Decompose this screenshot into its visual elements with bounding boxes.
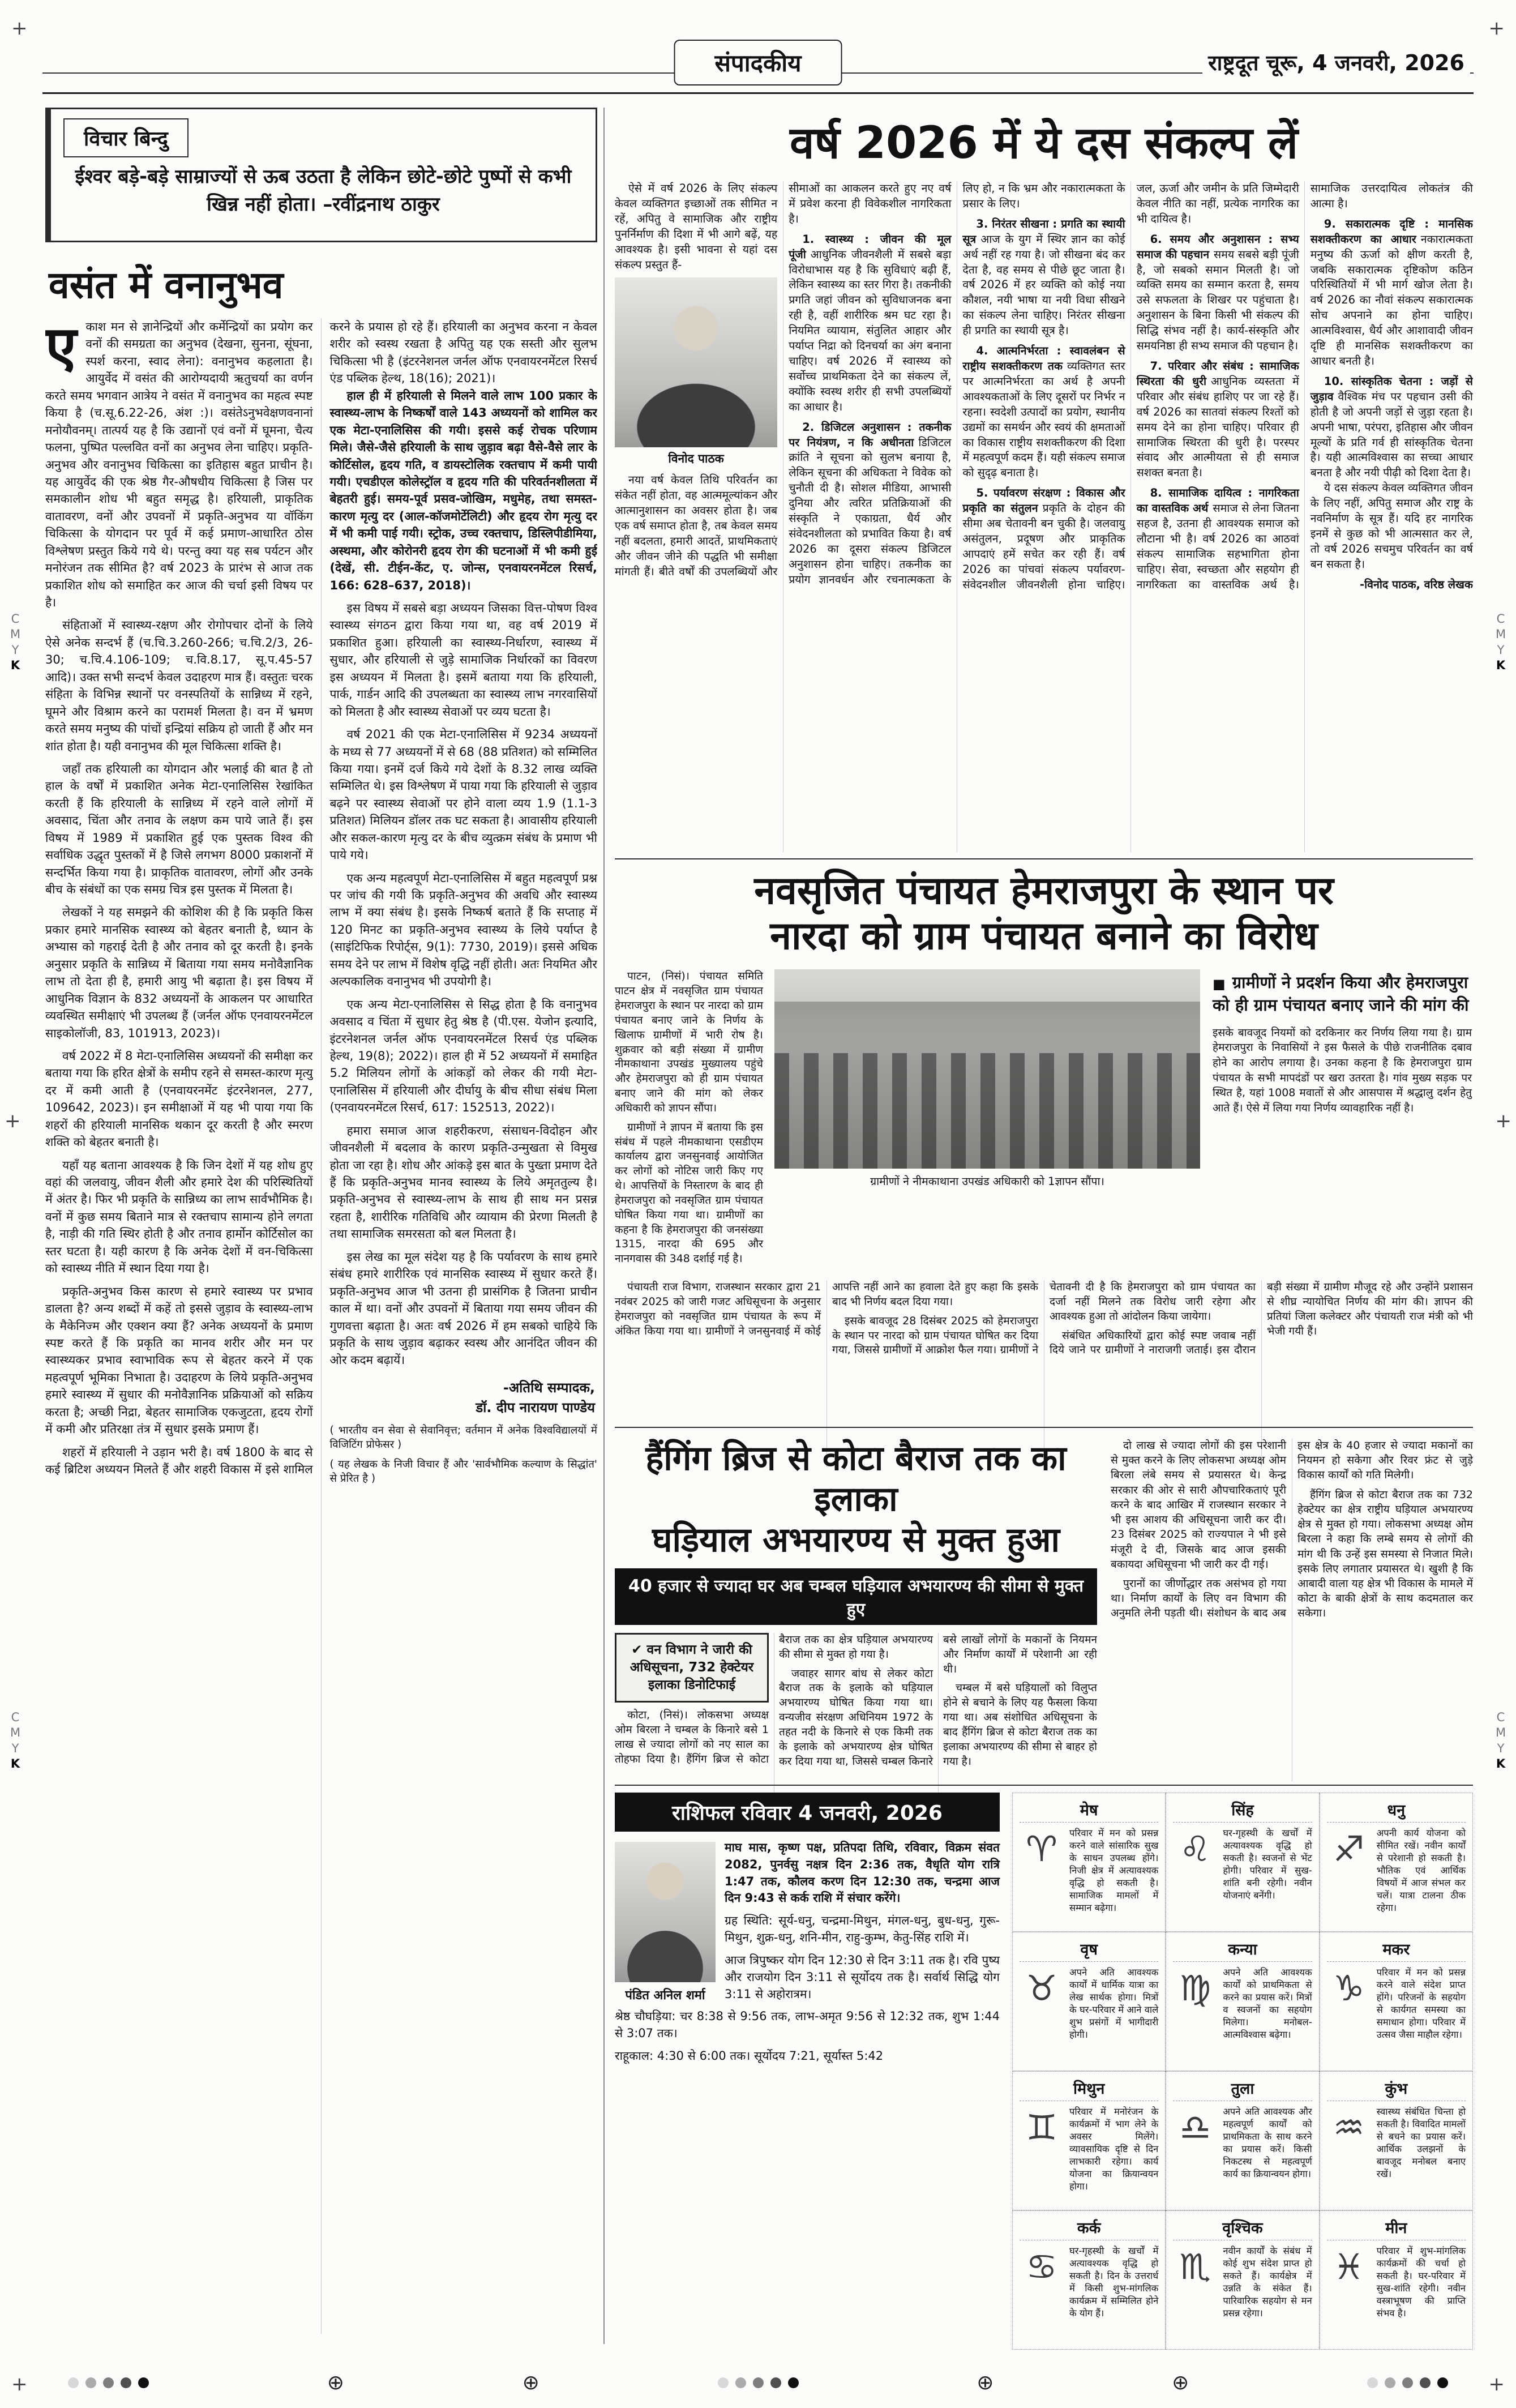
highlight-text: इसके बावजूद नियमों को दरकिनार कर निर्णय लिया गया है। ग्राम हेमराजपुरा के निवासियों ने इस फैसले के पीछे राजनीतिक दबाव होने का आरोप लगाया है। उनका कहना है कि हेमराजपुरा ग्राम पंचायत के सभी मापदंडों पर खरा उतरता है। गांव मुख्य सड़क पर स्थित है, यहां 1008 मवातों से और आसपास में श्रद्धालु दर्शन हेतु आते हैं। ऐसे में लिया गया निर्णय व्यावहारिक नहीं है। (1213, 1026, 1472, 1114)
zodiac-name: मेष (1020, 1799, 1158, 1823)
zodiac-forecast: अपने अति आवश्यक कार्यों में धार्मिक यात्रा का लेख सार्थक होगा। मित्रों के घर-परिवार में आने वाले शुभ प्रसंगों में भागीदारी होगी। (1069, 1967, 1159, 2040)
gharial-headline (615, 1438, 1097, 1560)
resolution-heading: 8. सामाजिक दायित्व : नागरिकता का वास्तविक अर्थ (1136, 486, 1299, 515)
color-calibration-dots (718, 2377, 799, 2388)
calibration-dot (138, 2377, 149, 2388)
calibration-dot (1420, 2377, 1431, 2388)
essay-lead-text: काश मन से ज्ञानेन्द्रियों और कर्मेन्द्रियों का प्रयोग कर वनों की समग्रता का अनुभव (देखना, सुनना, सूंघना, स्पर्श करना, स्वाद लेना): वनानुभव कहलाता है। आयुर्वेद में वसंत की आरोग्यदायी ऋतुचर्या का वर्णन करते समय भगवान आत्रेय ने वसंत में वनानुभव का महत्व स्पष्ट किया है (च.सू.6.22-26, अंश :)। वसंतेऽनुभवेक्षणवनानां मनोयौवनम्। तात्पर्य यह है कि उद्यानों एवं वनों में घूमना, चैत्य फलना, पुष्पित पल्लवित वनों का अनुभव लेना चाहिए। प्रकृति-अनुभव और वनानुभव चिकित्सा का इतिहास बहुत प्राचीन है। यह आयुर्वेद की एक श्रेष्ठ गैर-औषधीय चिकित्सा है जिस पर समकालीन शोध भी बहुत समृद्ध है। हरियाली, प्राकृतिक वातावरण, वनों और उपवनों में प्रकृति-अनुभव या वॉकिंग चिकित्सा के योगदान पर पूर्व में कई प्रमाण-आधारित ठोस विश्लेषण प्रस्तुत किये गये थे। परन्तु क्या यह सब पर्यटन और मनोरंजन तक सीमित है? वर्ष 2023 के प्रारंभ से आज तक प्रकाशित शोध को समाहित कर आज की चर्चा इसी विषय पर है। (45, 320, 313, 609)
calibration-dot (770, 2377, 781, 2388)
astrologer-photo-figure (615, 1842, 716, 2004)
zodiac-icon: ♈ (1026, 1828, 1057, 1870)
zodiac-forecast: घर-गृहस्थी के खर्चों में अत्यावश्यक वृद्धि हो सकती है। दिन के उत्तरार्ध में किसी शुभ-मांगलिक कार्यक्रम में सम्मिलित होने के योग हैं। (1069, 2246, 1159, 2319)
horoscope-title-bar: राशिफल रविवार 4 जनवरी, 2026 (615, 1793, 1000, 1832)
gharial-right-columns (1111, 1438, 1473, 1781)
highlight-box (1211, 969, 1473, 1271)
resolution-heading: 7. परिवार और संबंध : सामाजिक स्थिरता की धुरी (1136, 359, 1299, 388)
registration-mark-cmyk: C M Y K (1495, 612, 1506, 672)
zodiac-row (1173, 2106, 1312, 2180)
panchayat-headline-line1: नवसृजित पंचायत हेमराजपुरा के स्थान पर (754, 869, 1334, 913)
zodiac-row (1173, 1827, 1312, 1902)
zodiac-name: तुला (1173, 2077, 1312, 2101)
thought-quote (63, 163, 583, 219)
resolution-item (1137, 232, 1299, 354)
crosshair-icon: ⊕ (977, 2371, 994, 2394)
zodiac-cell (1012, 2071, 1166, 2210)
notification-box (615, 1633, 769, 1703)
resolution-heading: 10. सांस्कृतिक चेतना : जड़ों से जुड़ाव (1310, 374, 1473, 403)
zodiac-cell (1166, 2071, 1319, 2210)
zodiac-icon: ♐ (1333, 1828, 1365, 1870)
zodiac-name: वृश्चिक (1173, 2217, 1312, 2240)
horoscope-left-block (615, 1793, 1000, 2350)
resolutions-headline: वर्ष 2026 में ये दस संकल्प लें (790, 118, 1298, 169)
zodiac-row (1020, 2245, 1158, 2320)
panchayat-headline-line2: नारदा को ग्राम पंचायत बनाने का विरोध (770, 914, 1318, 959)
essay-headline: वसंत में वनानुभव (49, 263, 284, 307)
quote-text: ईश्वर बड़े-बड़े साम्राज्यों से ऊब उठता है लेकिन छोटे-छोटे पुष्पों से कभी खिन्न नहीं होता। (75, 165, 572, 216)
essay-paragraph: एक अन्य महत्वपूर्ण मेटा-एनालिसिस में बहुत महत्वपूर्ण प्रश्न पर जांच की गयी कि प्रकृति-अनुभव की अवधि और स्वास्थ्य लाभ में क्या संबंध है। इसके निष्कर्ष बताते हैं कि सप्ताह में 120 मिनट का प्रकृति-अनुभव स्वास्थ्य के लिये पर्याप्त है (साइंटिफिक रिपोर्ट्स, 9(1): 7730, 2019)। इससे अधिक समय देने पर लाभ में विशेष वृद्धि नहीं होती। अतः नियमित और अल्पकालिक वनानुभव भी उपयोगी है। (329, 871, 597, 989)
resolution-heading: 5. पर्यावरण संरक्षण : विकास और प्रकृति का संतुलन (962, 486, 1125, 515)
calibration-dot (1385, 2377, 1395, 2388)
zodiac-name: धनु (1327, 1799, 1466, 1823)
calibration-dot (718, 2377, 729, 2388)
essay-lead-paragraph (45, 318, 313, 611)
zodiac-row (1020, 1827, 1158, 1914)
author-photo-caption: विनोद पाठक (668, 452, 724, 466)
zodiac-icon: ♊ (1026, 2107, 1057, 2148)
essay-paragraphs-continued (330, 600, 598, 1369)
gharial-paragraph: चम्बल में बसे घड़ियालों को विलुप्त होने से बचाने के लिए यह फैसला किया गया था। अब संशोधित अधिसूचना के बाद हैंगिंग ब्रिज से कोटा बैराज तक का इलाका अभयारण्य की सीमा से बाहर हो गया है। (943, 1682, 1097, 1768)
zodiac-cell (1166, 1793, 1319, 1932)
resolution-text: समय सबसे बड़ी पूंजी है, जो सबको समान मिलती है। जो व्यक्ति समय का सम्मान करता है, समय उसे सफलता के शिखर पर पहुंचाता है। अनुशासन के बिना किसी भी संकल्प की सिद्धि संभव नहीं है। कार्य-संस्कृति और समयनिष्ठा ही सभ्य समाज की पहचान है। (1136, 247, 1299, 353)
crosshair-icon: ⊕ (1172, 2371, 1189, 2394)
essay-paragraph: संहिताओं में स्वास्थ्य-रक्षण और रोगोपचार दोनों के लिये ऐसे अनेक सन्दर्भ हैं (च.चि.3.260-266; च.चि.2/3, 26-30; च.चि.4.106-109; च.वि.8.17, सू.प.45-57 आदि)। उक्त सभी सन्दर्भ केवल उदाहरण मात्र हैं। वस्तुतः चरक संहिता के विभिन्न स्थानों पर वनस्पतियों के सान्निध्य में रहने, घूमने और विश्राम करने का परामर्श मिलता है। वन में भ्रमण करते समय मनुष्य की पांचों इन्द्रियां सक्रिय हो जाती हैं और मन शांत होता है। यही वनानुभव की मूल चिकित्सा शक्ति है। (45, 618, 313, 753)
highlight-title-text: ग्रामीणों ने प्रदर्शन किया और हेमराजपुरा को ही ग्राम पंचायत बनाए जाने की मांग की (1213, 973, 1469, 1015)
crop-mark-icon: + (1488, 17, 1505, 40)
essay-paragraph: यहाँ यह बताना आवश्यक है कि जिन देशों में यह शोध हुए वहां की जलवायु, जीवन शैली और हमारे देश की परिस्थितियों में अंतर है। फिर भी प्रकृति के सान्निध्य का लाभ सार्वभौमिक है। वनों में कुछ समय बिताने मात्र से रक्तचाप सामान्य होने लगता है, नाड़ी की गति स्थिर होती है और तनाव हार्मोन कोर्टिसोल का स्तर घटता है। यही कारण है कि अनेक देशों में वन-चिकित्सा को स्वास्थ्य नीति में स्थान दिया गया है। (45, 1158, 313, 1276)
calibration-dot (1437, 2377, 1448, 2388)
calibration-dot (121, 2377, 131, 2388)
zodiac-forecast: अपने अति आवश्यक और महत्वपूर्ण कार्यों को प्राथमिकता के साथ करने का प्रयास करें। किसी निकटस्थ से महत्वपूर्ण कार्य का क्रियान्वयन होगा। (1223, 2106, 1312, 2179)
registration-mark-cmyk: C M Y K (10, 1710, 21, 1770)
essay-paragraph: प्रकृति-अनुभव किस कारण से हमारे स्वास्थ्य पर प्रभाव डालता है? अन्य शब्दों में कहें तो इससे जुड़ाव के स्वास्थ्य-लाभ के मैकेनिज्म और एक्शन क्या हैं? अनेक अध्ययनों के प्रमाण स्पष्ट करते हैं कि प्रकृति का मानव शरीर और मन पर स्वास्थ्यकर प्रभाव स्वाभाविक रूप से बेहतर करने में एक महत्वपूर्ण भूमिका निभाता है। उदाहरण के लिये प्रकृति-अनुभव हमारे स्वास्थ्य में सुधार की मनोवैज्ञानिक प्रक्रियाओं को सक्रिय करता है; अच्छी निद्रा, बेहतर सामाजिक एकजुटता, हृदय रोगों में कमी और प्रतिरक्षा तंत्र में सुधार इसके प्रमाण हैं। (45, 1284, 313, 1436)
resolution-heading: 6. समय और अनुशासन : सभ्य समाज की पहचान (1136, 232, 1299, 261)
zodiac-name: मकर (1327, 1938, 1466, 1962)
resolutions-closing: ये दस संकल्प केवल व्यक्तिगत जीवन के लिए नहीं, अपितु समाज और राष्ट्र के नवनिर्माण के सूत्र हैं। यदि हर नागरिक इनमें से कुछ को भी आत्मसात कर ले, तो वर्ष 2026 सचमुच परिवर्तन का वर्ष बन सकता है। (1310, 481, 1473, 571)
gharial-headline-line1: हैंगिंग ब्रिज से कोटा बैराज तक का इलाका (645, 1439, 1067, 1519)
crosshair-icon: ⊕ (327, 2371, 344, 2394)
calibration-dot (103, 2377, 114, 2388)
gharial-paragraph: पुरानों का जीर्णोद्धार तक असंभव हो गया था। निर्माण कार्यों के लिए वन विभाग की अनुमति लेनी पड़ती थी। संशोधन के बाद अब इस क्षेत्र के 40 हजार से ज्यादा मकानों का नियमन हो सकेगा और रिवर फ्रंट से जुड़े विकास कार्यों को गति मिलेगी। (1111, 1439, 1473, 1620)
color-calibration-dots (68, 2377, 149, 2388)
calibration-dot (85, 2377, 96, 2388)
zodiac-cell (1320, 1932, 1473, 2071)
resolution-heading: 3. निरंतर सीखना : प्रगति का स्थायी सूत्र (962, 217, 1125, 246)
notification-text: वन विभाग ने जारी की अधिसूचना, 732 हेक्टेयर इलाका डिनोटिफाई (629, 1643, 754, 1693)
resolution-item (962, 344, 1125, 481)
zodiac-forecast: अपनी कार्य योजना को सीमित रखें। नवीन कार्यों से परेशानी हो सकती है। भौतिक एवं आर्थिक विषयों में आज संभल कर चलें। यात्रा टालना ठीक रहेगा। (1376, 1828, 1466, 1913)
zodiac-forecast: परिवार में शुभ-मांगलिक कार्यक्रमों की चर्चा हो सकती है। घर-परिवार में सुख-शांति रहेगी। नवीन वस्त्राभूषण की प्राप्ति संभव है। (1376, 2246, 1466, 2319)
gharial-paragraph: कोटा, (निसं)। लोकसभा अध्यक्ष ओम बिरला ने चम्बल के किनारे बसे 1 लाख से ज्यादा लोगों को नए साल का तोहफा दिया है। हैंगिंग ब्रिज से कोटा बैराज तक का क्षेत्र घड़ियाल अभयारण्य की सीमा से मुक्त हो गया है। (615, 1633, 933, 1765)
thought-of-the-day-box (45, 108, 597, 242)
horoscope-section (615, 1785, 1473, 2350)
resolution-heading: 4. आत्मनिर्भरता : स्वावलंबन से राष्ट्रीय सशक्तीकरण तक (962, 344, 1125, 373)
article-gharial-sanctuary (615, 1427, 1473, 1823)
zodiac-icon: ♑ (1333, 1968, 1365, 2009)
resolution-heading: 2. डिजिटल अनुशासन : तकनीक पर नियंत्रण, न कि अधीनता (789, 420, 952, 449)
resolution-text: आधुनिक जीवनशैली में सबसे बड़ा विरोधाभास यह है कि सुविधाएं बढ़ी हैं, लेकिन स्वास्थ्य का स्तर गिरा है। तकनीकी प्रगति जहां जीवन को सुविधाजनक बना रही है, वहीं शारीरिक श्रम घट रहा है। नियमित व्यायाम, संतुलित आहार और पर्याप्त निद्रा को दिनचर्या का अंग बनाना चाहिए। वर्ष 2026 में स्वास्थ्य को सर्वोच्च प्राथमिकता देने का संकल्प लें, क्योंकि स्वस्थ शरीर ही सभी उपलब्धियों का आधार है। (789, 247, 952, 413)
panchayat-paragraph: पंचायती राज विभाग, राजस्थान सरकार द्वारा 21 नवंबर 2025 को जारी गजट अधिसूचना के अनुसार हेमराजपुरा को नवसृजित ग्राम पंचायत के रूप में अंकित किया गया था। ग्रामीणों ने जनसुनवाई में कोई आपत्ति नहीं आने का हवाला देते हुए कहा कि इसके बाद भी निर्णय बदल दिया गया। (615, 1281, 1038, 1337)
zodiac-row (1327, 2106, 1466, 2180)
panchayat-paragraph: इसके बावजूद 28 दिसंबर 2025 को हेमराजपुरा के स्थान पर नारदा को ग्राम पंचायत घोषित कर दिया गया, जिससे ग्रामीणों में आक्रोश फैल गया। ग्रामीणों ने चेतावनी दी है कि हेमराजपुरा को ग्राम पंचायत का दर्जा नहीं मिलने तक विरोध जारी रहेगा और आवश्यक हुआ तो आंदोलन किया जायेगा। (832, 1281, 1256, 1357)
gharial-left-block (615, 1438, 1097, 1823)
zodiac-icon: ♌ (1179, 1828, 1211, 1870)
article-ten-resolutions (615, 111, 1473, 852)
panchang-paragraph: राहूकाल: 4:30 से 6:00 तक। सूर्योदय 7:21, सूर्यास्त 5:42 (615, 2048, 884, 2063)
gharial-paragraph: दो लाख से ज्यादा लोगों की इस परेशानी से मुक्त करने के लिए लोकसभा अध्यक्ष ओम बिरला लंबे समय से प्रयासरत थे। केन्द्र सरकार की ओर से सारी औपचारिकताएं पूरी करने के बाद आखिर में राजस्थान सरकार ने भी इस आशय की अधिसूचना जारी कर दी। 23 दिसंबर 2025 को राज्यपाल ने भी इसे मंजूरी दे दी, जिसके बाद आज इसकी बकायदा अधिसूचना भी जारी कर दी गई। (1111, 1439, 1286, 1571)
panchayat-content-row (615, 969, 1473, 1271)
zodiac-icon: ♏ (1179, 2246, 1211, 2287)
zodiac-forecast: नवीन कार्यों के संबंध में कोई शुभ संदेश प्राप्त हो सकते हैं। कार्यक्षेत्र में उन्नति के संकेत हैं। पारिवारिक सहयोग से मन प्रसन्न रहेगा। (1223, 2246, 1312, 2319)
article-panchayat-protest (615, 858, 1473, 1467)
crop-mark-icon: + (1488, 2373, 1505, 2396)
zodiac-icon: ♓ (1333, 2246, 1365, 2287)
registration-mark-cmyk: C M Y K (10, 612, 21, 672)
zodiac-name: मीन (1327, 2217, 1466, 2240)
resolution-item (1311, 217, 1473, 369)
essay-paragraph: शहरों में हरियाली ने उड़ान भरी है। वर्ष 1800 के बाद से कई ब्रिटिश अध्ययन मिलते हैं और शहरी विकास में इसे शामिल करने के प्रयास हो रहे हैं। हरियाली का अनुभव करना न केवल शरीर को स्वस्थ रखता है अपितु यह एक सस्ती और सुलभ चिकित्सा भी है (इंटरनेशनल जर्नल ऑफ एनवायरनमेंटल रिसर्च एंड पब्लिक हेल्थ, 18(16); 2021)। (45, 320, 597, 1476)
essay-body (45, 318, 597, 2334)
zodiac-cell (1012, 1793, 1166, 1932)
masthead (42, 40, 1474, 94)
calibration-dot (788, 2377, 799, 2388)
resolution-item (1311, 374, 1473, 481)
essay-paragraph: वर्ष 2022 में 8 मेटा-एनालिसिस अध्ययनों की समीक्षा कर बताया गया कि हरित क्षेत्रों के समीप रहने से समस्त-कारण मृत्यु दर में कमी आती है (एनवायरनमेंट इंटरनेशनल, 277, 109642, 2023)। इन समीक्षाओं में यह भी पाया गया कि शहरों की हरियाली मानसिक थकान दूर करती है और स्मरण शक्ति को बेहतर बनाती है। (45, 1049, 313, 1149)
resolutions-intro: ऐसे में वर्ष 2026 के लिए संकल्प केवल व्यक्तिगत इच्छाओं तक सीमित न रहें, अपितु वे सामाजिक और राष्ट्रीय पुनर्निर्माण की दिशा में भी आगे बढ़ें, यह आवश्यक है। इसी भावना से यहां दस संकल्प प्रस्तुत हैं- (615, 182, 778, 271)
panchang-paragraph: श्रेष्ठ चौघड़िया: चर 8:38 से 9:56 तक, लाभ-अमृत 9:56 से 12:32 तक, शुभ 1:44 से 3:07 तक। (615, 2009, 1000, 2041)
disclaimer-footnote: ( यह लेखक के निजी विचार हैं और 'सार्वभौमिक कल्याण के सिद्धांत' से प्रेरित है ) (329, 1459, 597, 1485)
resolutions-body (615, 181, 1473, 852)
quote-attribution: –रवींद्रनाथ ठाकुर (323, 193, 440, 216)
zodiac-name: वृष (1020, 1938, 1158, 1962)
crosshair-icon: ⊕ (522, 2371, 539, 2394)
calibration-dot (735, 2377, 746, 2388)
zodiac-forecast: अपने अति आवश्यक कार्यों को प्राथमिकता से करने का प्रयास करें। मित्रों व स्वजनों का सहयोग मिलेगा। मनोबल-आत्मविश्वास बढ़ेगा। (1223, 1967, 1312, 2040)
zodiac-name: कर्क (1020, 2217, 1158, 2240)
essay-paragraph: लेखकों ने यह समझने की कोशिश की है कि प्रकृति किस प्रकार हमारे मानसिक स्वास्थ्य को बेहतर बनाती है, ध्यान के अभ्यास को गहराई देती है और तनाव को दूर करती है। इनके अनुसार प्रकृति के सान्निध्य में बिताया गया समय मनोवैज्ञानिक लाभ तो देता ही है, हमारी आयु भी बढ़ाता है। इस विषय में आधुनिक विज्ञान के 832 अध्ययनों के आकलन पर आधारित व्यवस्थित समीक्षाएं भी उपलब्ध हैं (जर्नल ऑफ एनवायरनमेंटल साइकोलॉजी, 83, 101913, 2023)। (45, 905, 313, 1040)
zodiac-forecast: परिवार में मन को प्रसन्न करने वाले सांसारिक सुख के साधन उपलब्ध होंगे। निजी क्षेत्र में अत्यावश्यक वृद्धि हो सकती है। सामाजिक मामलों में सम्मान बढ़ेगा। (1069, 1828, 1159, 1913)
zodiac-name: कुंभ (1327, 2077, 1466, 2101)
essay-paragraph: जहाँ तक हरियाली का योगदान और भलाई की बात है तो हाल के वर्षों में प्रकाशित अनेक मेटा-एनालिसिस रेखांकित करती हैं कि हरियाली के सान्निध्य में रहने वाले लोगों में अवसाद, चिंता और तनाव के लक्षण कम पाये जाते हैं। इस विषय में 1989 में प्रकाशित हुई एक पुस्तक विश्व की सर्वाधिक उद्धृत पुस्तकों में है जिसे लगभग 8000 प्रकाशनों में सन्दर्भित किया गया है। प्राकृतिक वातावरण, लोगों और उनके बीच के संबंधों का एक समग्र चित्र इस पुस्तक में मिलता है। (45, 762, 313, 896)
panchang-paragraph: आज त्रिपुष्कर योग दिन 12:30 से दिन 3:11 तक है। रवि पुष्य और राजयोग दिन 3:11 से सूर्योदय तक है। सर्वार्थ सिद्धि योग 3:11 से अहोरात्रम। (725, 1953, 1000, 2001)
author-footnote: ( भारतीय वन सेवा से सेवानिवृत्त; वर्तमान में अनेक विश्वविद्यालयों में विजिटिंग प्रोफेसर ) (329, 1425, 597, 1451)
zodiac-row (1173, 1966, 1312, 2041)
color-calibration-dots (1367, 2377, 1448, 2388)
resolution-heading: 9. सकारात्मक दृष्टि : मानसिक सशक्तीकरण का आधार (1310, 217, 1473, 246)
highlight-title (1213, 972, 1472, 1016)
zodiac-cell (1320, 2210, 1473, 2350)
check-icon: ✔ (631, 1643, 643, 1657)
essay-paragraph: इस विषय में सबसे बड़ा अध्ययन जिसका वित्त-पोषण विश्व स्वास्थ्य संगठन द्वारा किया गया था, वह वर्ष 2019 में प्रकाशित हुआ। हरियाली का स्वास्थ्य-निर्धारण, स्वास्थ्य में सुधार, और हरियाली से जुड़े सामाजिक निर्धारकों का विवरण इस अध्ययन में मिलता है। इसमें बताया गया कि हरियाली, पार्क, गार्डन आदि की उपलब्धता का स्वास्थ्य लाभ नगरवासियों को मिलता है और स्वास्थ्य सेवाओं पर व्यय घटता है। (329, 601, 597, 718)
essay-paragraph: वर्ष 2021 की एक मेटा-एनालिसिस में 9234 अध्ययनों के मध्य से 77 अध्ययनों में से 68 (88 प्रतिशत) को सम्मिलित किया गया। इनमें दर्ज किये गये देशों के 8.32 लाख व्यक्ति सम्मिलित थे। इस विश्लेषण में पाया गया कि हरियाली से जुड़ाव बढ़ने पर स्वास्थ्य सेवाओं पर होने वाला व्यय 1.9 (1.1-3 प्रतिशत) मिलियन डॉलर तक घट सकता है। आवासीय हरियाली और सकल-कारण मृत्यु दर के बीच व्युत्क्रम संबंध के प्रमाण भी पाये गये। (329, 728, 597, 862)
resolution-text: नकारात्मकता मनुष्य की ऊर्जा को क्षीण करती है, जबकि सकारात्मक दृष्टिकोण कठिन परिस्थितियों में भी मार्ग खोज लेता है। वर्ष 2026 का नौवां संकल्प सकारात्मक सोच अपनाने का होना चाहिए। आत्मविश्वास, धैर्य और आशावादी जीवन दृष्टि ही मानसिक सशक्तीकरण का आधार बनती है। (1310, 232, 1473, 367)
thought-label: विचार बिन्दु (63, 118, 189, 157)
signature-role: -अतिथि सम्पादक, (503, 1379, 595, 1396)
zodiac-icon: ♋ (1026, 2246, 1057, 2287)
zodiac-cell (1166, 1932, 1319, 2071)
gharial-subhead-bar: 40 हजार से ज्यादा घर अब चम्बल घड़ियाल अभयारण्य की सीमा से मुक्त हुए (615, 1568, 1097, 1625)
signature-author: डॉ. दीप नारायण पाण्डेय (476, 1399, 595, 1415)
section-title: संपादकीय (674, 40, 842, 85)
author-photo-figure (615, 277, 777, 467)
resolution-text: वैश्विक मंच पर पहचान उसी की होती है जो अपनी जड़ों से जुड़ा रहता है। अपनी भाषा, परंपरा, इतिहास और जीवन मूल्यों के प्रति गर्व ही सांस्कृतिक चेतना है। यही आत्मविश्वास का सच्चा आधार बनता है और नयी पीढ़ी को दिशा देता है। (1310, 390, 1473, 480)
editorial-essay-column (45, 108, 597, 2334)
square-bullet-icon: ■ (1213, 976, 1226, 993)
zodiac-row (1173, 2245, 1312, 2320)
resolution-text: आज के युग में स्थिर ज्ञान का कोई अर्थ नहीं रह गया है। जो सीखना बंद कर देता है, वह समय से पीछे छूट जाता है। वर्ष 2026 में हर व्यक्ति को कोई नया कौशल, नयी भाषा या नयी विधा सीखने का संकल्प लेना चाहिए। निरंतर सीखना ही प्रगति का स्थायी सूत्र है। (962, 232, 1125, 337)
panchayat-paragraph: पाटन, (निसं)। पंचायत समिति पाटन क्षेत्र में नवसृजित ग्राम पंचायत हेमराजपुरा के स्थान पर नारदा को ग्राम पंचायत बनाए जाने के निर्णय के खिलाफ ग्रामीणों में भारी रोष है। शुक्रवार को बड़ी संख्या में ग्रामीण नीमकाथाना उपखंड मुख्यालय पहुंचे और हेमराजपुरा को ही ग्राम पंचायत बनाए जाने की मांग को लेकर अधिकारी को ज्ञापन सौंपा। (615, 970, 763, 1114)
calibration-dot (1367, 2377, 1378, 2388)
essay-signature (330, 1378, 596, 1418)
crop-mark-icon: + (5, 1110, 21, 1132)
crop-mark-icon: + (11, 2373, 28, 2396)
panchang-paragraph: माघ मास, कृष्ण पक्ष, प्रतिपदा तिथि, रविवार, विक्रम संवत 2082, पुनर्वसु नक्षत्र दिन 2:36 तक, वैधृति योग रात्रि 1:47 तक, कौलव करण दिन 12:30 तक, चन्द्रमा आज दिन 9:43 से कर्क राशि में संचार करेंगे। (725, 1841, 1000, 1905)
zodiac-cell (1012, 1932, 1166, 2071)
resolution-text: समाज से लेना जितना सहज है, उतना ही आवश्यक समाज को लौटाना भी है। वर्ष 2026 का आठवां संकल्प सामाजिक सहभागिता होना चाहिए। सेवा, स्वच्छता और सहयोग ही नागरिकता का वास्तविक अर्थ है। सामाजिक उत्तरदायित्व लोकतंत्र की आत्मा है। (1136, 182, 1473, 591)
zodiac-forecast: परिवार में मनोरंजन के कार्यक्रमों में भाग लेने के अवसर मिलेंगे। व्यावसायिक दृष्टि से दिन लाभकारी रहेगा। कार्य योजना का क्रियान्वयन होगा। (1069, 2106, 1159, 2192)
resolution-item (962, 217, 1125, 339)
resolution-item (1137, 359, 1299, 481)
main-column-divider (603, 108, 605, 2344)
panchayat-paragraph: संबंधित अधिकारियों द्वारा कोई स्पष्ट जवाब नहीं दिये जाने पर ग्रामीणों ने नाराजगी जताई। इस दौरान बड़ी संख्या में ग्रामीण मौजूद रहे और उन्होंने प्रशासन से शीघ्र न्यायोचित निर्णय की मांग की। ज्ञापन की प्रतियां जिला कलेक्टर और पंचायती राज मंत्री को भी भेजी गयी हैं। (1050, 1281, 1473, 1357)
print-marks-footer (68, 2369, 1448, 2396)
resolution-text: आधुनिक व्यस्तता में परिवार और संबंध हाशिए पर जा रहे हैं। वर्ष 2026 का सातवां संकल्प रिश्तों को समय देने का होना चाहिए। परिवार ही सामाजिक स्थिरता की धुरी है। परस्पर संवाद और आत्मीयता से ही समाज सशक्त बनता है। (1136, 374, 1299, 480)
crop-mark-icon: + (1495, 1110, 1511, 1132)
zodiac-row (1327, 1827, 1466, 1914)
photo-vinod-pathak (615, 277, 777, 447)
edition-date: राष्ट्रदूत चूरू, 4 जनवरी, 2026 (1202, 48, 1470, 77)
essay-paragraph: हमारा समाज आज शहरीकरण, संसाधन-विदोहन और जीवनशैली में बदलाव के कारण प्रकृति-उन्मुखता से विमुख होता जा रहा है। शोध और आंकड़े इस बात के पुख्ता प्रमाण देते हैं कि प्रकृति-अनुभव मानव स्वास्थ्य के लिये अमृततुल्य है। प्रकृति-अनुभव से स्वास्थ्य-लाभ के साथ ही साथ मन प्रसन्न रहता है, शारीरिक गतिविधि और व्यायाम की प्रेरणा मिलती है तथा सामाजिक समरसता को बल मिलता है। (329, 1123, 597, 1241)
astrologer-name: पंडित अनिल शर्मा (625, 1988, 705, 2003)
zodiac-forecast: परिवार में मन को प्रसन्न करने वाले संदेश प्राप्त होंगे। परिजनों के सहयोग से कार्यगत समस्या का समाधान होगा। परिवार में उत्सव जैसा माहौल रहेगा। (1376, 1967, 1466, 2040)
zodiac-name: कन्या (1173, 1938, 1312, 1962)
zodiac-grid (1012, 1793, 1473, 2350)
protest-photo-caption: ग्रामीणों ने नीमकाथाना उपखंड अधिकारी को 1ज्ञापन सौंपा। (870, 1175, 1104, 1188)
resolution-text: डिजिटल क्रांति ने सूचना को सुलभ बनाया है, लेकिन सूचना की अधिकता ने विवेक को चुनौती दी है। सोशल मीडिया, आभासी दुनिया और त्वरित प्रतिक्रियाओं की संस्कृति ने एकाग्रता, धैर्य और संवेदनशीलता को प्रभावित किया है। वर्ष 2026 का दूसरा संकल्प डिजिटल अनुशासन होना चाहिए। तकनीक का प्रयोग ज्ञानवर्धन और रचनात्मकता के लिए हो, न कि भ्रम और नकारात्मकता के प्रसार के लिए। (789, 182, 1125, 586)
zodiac-cell (1320, 2071, 1473, 2210)
resolution-text: प्रकृति के दोहन की सीमा अब चेतावनी बन चुकी है। जलवायु असंतुलन, प्रदूषण और प्राकृतिक आपदाएं हमें सचेत कर रही हैं। वर्ष 2026 का पांचवां संकल्प पर्यावरण-संवेदनशील जीवनशैली होना चाहिए। जल, ऊर्जा और जमीन के प्रति जिम्मेदारी केवल नीति का नहीं, प्रत्येक नागरिक का भी दायित्व है। (962, 182, 1299, 591)
photo-astrologer (615, 1842, 716, 1982)
zodiac-icon: ♉ (1026, 1968, 1057, 2009)
panchayat-lead-column (615, 969, 763, 1271)
zodiac-icon: ♍ (1179, 1968, 1211, 2009)
calibration-dot (68, 2377, 79, 2388)
zodiac-name: मिथुन (1020, 2077, 1158, 2101)
calibration-dot (753, 2377, 764, 2388)
registration-mark-cmyk: C M Y K (1495, 1710, 1506, 1770)
dropcap: ए (45, 318, 77, 380)
essay-paragraph: इस लेख का मूल संदेश यह है कि पर्यावरण के साथ हमारे संबंध हमारे शारीरिक एवं मानसिक स्वास्थ्य में सुधार करते हैं। प्रकृति-अनुभव आज भी उतना ही प्रासंगिक है जितना प्राचीन काल में था। वनों और उपवनों में बिताया गया समय जीवन की गुणवत्ता बढ़ाता है। अतः वर्ष 2026 में हम सबको चाहिये कि प्रकृति के साथ जुड़ाव बढ़ाकर स्वस्थ और आनंदित जीवन की ओर कदम बढ़ायें। (329, 1250, 597, 1367)
gharial-headline-line2: घड़ियाल अभयारण्य से मुक्त हुआ (652, 1520, 1060, 1560)
zodiac-icon: ♎ (1179, 2107, 1211, 2148)
zodiac-cell (1012, 2210, 1166, 2350)
resolution-item (789, 232, 951, 415)
protest-photo-figure (774, 969, 1200, 1271)
photo-villagers-memorandum (774, 969, 1200, 1169)
panchayat-paragraph: ग्रामीणों ने ज्ञापन में बताया कि इस संबंध में पहले नीमकाथाना एसडीएम कार्यालय द्वारा जनसुनवाई आयोजित कर लोगों को नोटिस जारी किए गए थे। आपत्तियों के निस्तारण के बाद ही हेमराजपुरा को नवसृजित ग्राम पंचायत घोषित किया गया था। ग्रामीणों का कहना है कि हेमराजपुरा की जनसंख्या 1315, नारदा की 695 और नानगवास की 348 दर्शाई गई है। (615, 1120, 763, 1265)
essay-highlight-paragraph: हाल ही में हरियाली से मिलने वाले लाभ 100 प्रकार के स्वास्थ्य-लाभ के निष्कर्षों वाले 143 अध्ययनों को शामिल कर एक मेटा-एनालिसिस की गयी। इससे कई रोचक परिणाम मिले। जैसे-जैसे हरियाली के साथ जुड़ाव बढ़ा वैसे-वैसे लार के कोर्टिसोल, हृदय गति, व डायस्टोलिक रक्तचाप में कमी पायी गयी। एचडीएल कोलेस्ट्रॉल व हृदय गति की परिवर्तनशीलता में बेहतरी हुई। समय-पूर्व प्रसव-जोखिम, मधुमेह, तथा समस्त-कारण मृत्यु दर (आल-कॉजमोर्टेलिटी) और हृदय रोग मृत्यु दर में भी कमी पाई गयी। स्ट्रोक, उच्च रक्तचाप, डिस्लिपीडीमिया, अस्थमा, और कोरोनरी हृदय रोग की घटनाओं में भी कमी हुई (देखें, सी. टीईन-केंट, ए. जोन्स, एनवायरनमेंटल रिसर्च, 166: 628–637, 2018)। (329, 388, 597, 592)
panchayat-headline (615, 869, 1473, 959)
resolution-text: व्यक्तिगत स्तर पर आत्मनिर्भरता का अर्थ है अपनी आवश्यकताओं के लिए दूसरों पर निर्भर न रहना। स्वदेशी उत्पादों का प्रयोग, स्थानीय उद्यमों का समर्थन और स्वयं की क्षमताओं का विकास राष्ट्रीय सशक्तीकरण की दिशा में महत्वपूर्ण कदम हैं। यही संकल्प समाज को सुदृढ़ बनाता है। (962, 359, 1125, 480)
zodiac-icon: ♒ (1333, 2107, 1365, 2148)
panchang-paragraph: ग्रह स्थिति: सूर्य-धनु, चन्द्रमा-मिथुन, मंगल-धनु, बुध-धनु, गुरू-मिथुन, शुक्र-धनु, शनि-मीन, राहु-कुम्भ, केतु-सिंह राशि में। (725, 1914, 1000, 1945)
zodiac-cell (1166, 2210, 1319, 2350)
horoscope-panchang (615, 1840, 1000, 2065)
resolutions-intro-2: नया वर्ष केवल तिथि परिवर्तन का संकेत नहीं होता, वह आत्ममूल्यांकन और आत्मानुशासन का अवसर होता है। जब एक वर्ष समाप्त होता है, तब केवल समय नहीं बदलता, हमारी आदतें, प्राथमिकताएं और जीवन जीने की पद्धति भी समीक्षा मांगती हैं। बीते वर्षों की उपलब्धियों और सीमाओं का आकलन करते हुए नए वर्ष में प्रवेश करना ही विवेकशील नागरिकता है। (615, 182, 952, 578)
essay-paragraph: एक अन्य मेटा-एनालिसिस से सिद्ध होता है कि वनानुभव अवसाद व चिंता में सुधार हेतु श्रेष्ठ है (पी.एस. येजोन इत्यादि, इंटरनेशनल जर्नल ऑफ एनवायरनमेंटल रिसर्च एंड पब्लिक हेल्थ, 19(8); 2022)। हाल ही में 52 अध्ययनों में समाहित 5.2 मिलियन लोगों के आंकड़ों को लेकर की गयी मेटा-एनालिसिस में हरियाली और दीर्घायु के बीच सीधा संबंध मिला (एनवायरनमेंटल रिसर्च, 617: 152513, 2022)। (329, 997, 597, 1115)
zodiac-row (1020, 2106, 1158, 2193)
gharial-paragraph: हैंगिंग ब्रिज से कोटा बैराज तक का 732 हेक्टेयर का क्षेत्र राष्ट्रीय घड़ियाल अभयारण्य क्षेत्र से मुक्त हो गया। लोकसभा अध्यक्ष ओम बिरला ने कहा कि लम्बे समय से लोगों की मांग थी कि उन्हें इस समस्या से निजात मिले। इसके लिए लगातार प्रयासरत थे। खुशी है कि आबादी वाला यह क्षेत्र भी विकास के मामले में कोटा के बाकी क्षेत्रों के साथ कदमताल कर सकेगा। (1297, 1488, 1473, 1620)
zodiac-forecast: स्वास्थ्य संबंधित चिन्ता हो सकती है। विवादित मामलों से बचने का प्रयास करें। आर्थिक उलझनों के बावजूद मनोबल बनाए रखें। (1376, 2106, 1466, 2179)
calibration-dot (1402, 2377, 1413, 2388)
zodiac-name: सिंह (1173, 1799, 1312, 1823)
crop-mark-icon: + (11, 17, 28, 40)
zodiac-row (1020, 1966, 1158, 2041)
resolution-heading: 1. स्वास्थ्य : जीवन की मूल पूंजी (789, 232, 952, 261)
zodiac-row (1327, 1966, 1466, 2041)
gharial-paragraph: जवाहर सागर बांध से लेकर कोटा बैराज तक के इलाके को घड़ियाल अभयारण्य घोषित किया गया था। वन्यजीव संरक्षण अधिनियम 1972 के तहत नदी के किनारे से एक किमी तक के इलाके को अभयारण्य क्षेत्र घोषित कर दिया गया था, जिससे चम्बल किनारे बसे लाखों लोगों के मकानों के नियमन और निर्माण कार्यों में परेशानी आ रही थी। (779, 1633, 1097, 1768)
resolutions-byline: -विनोद पाठक, वरिष्ठ लेखक (1360, 578, 1473, 591)
zodiac-forecast: घर-गृहस्थी के खर्चों में अत्यावश्यक वृद्धि हो सकती है। स्वजनों से भेंट होगी। परिवार में सुख-शांति बनी रहेगी। नवीन योजनाएं बनेंगी। (1223, 1828, 1312, 1901)
zodiac-row (1327, 2245, 1466, 2320)
zodiac-cell (1320, 1793, 1473, 1932)
